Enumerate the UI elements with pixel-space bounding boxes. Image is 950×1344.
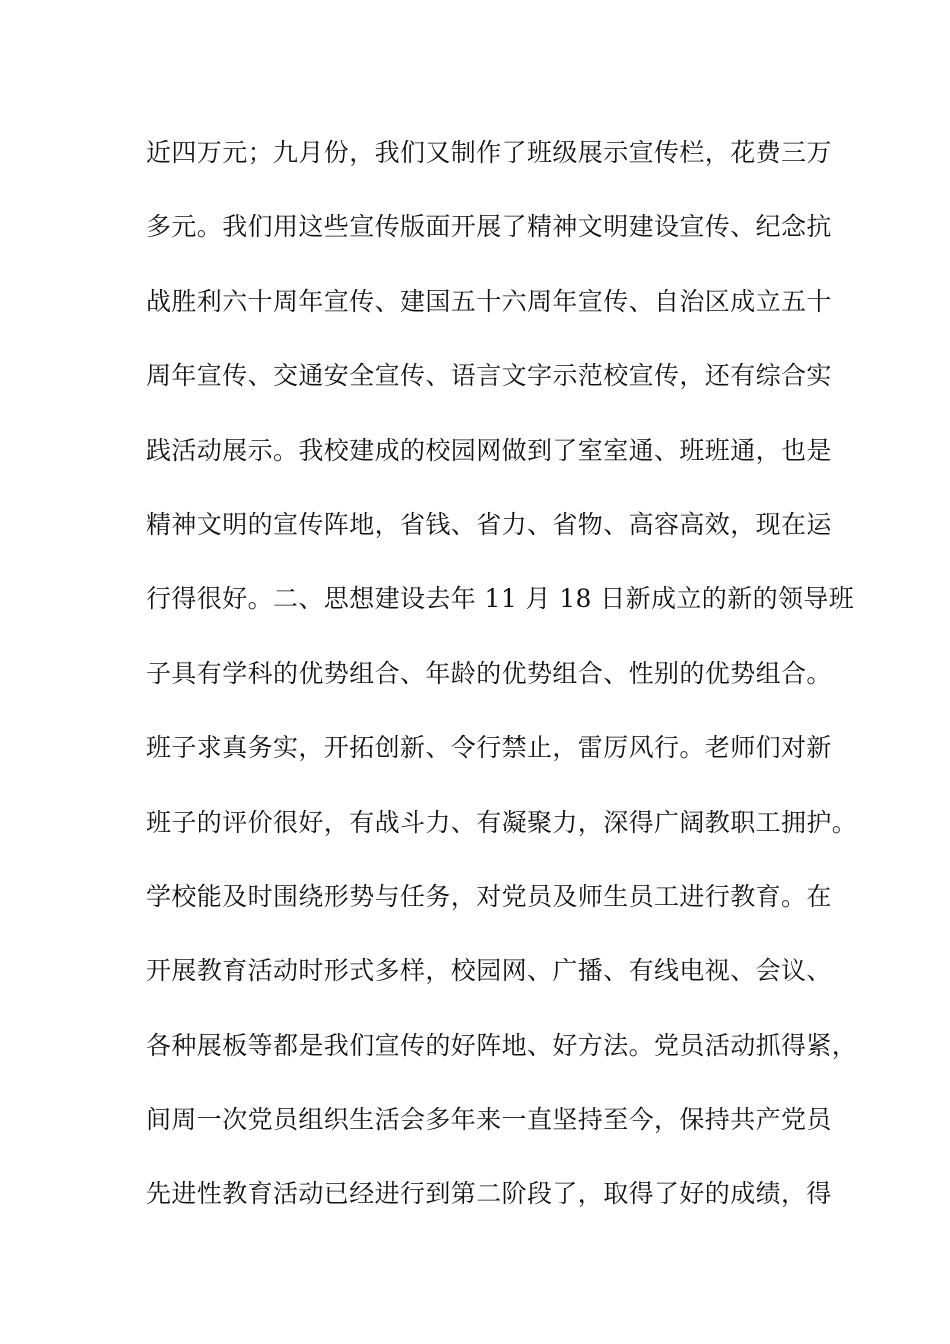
text-line: 学校能及时围绕形势与任务，对党员及师生员工进行教育。在 (146, 881, 832, 911)
text-line: 各种展板等都是我们宣传的好阵地、好方法。党员活动抓得紧， (146, 1030, 858, 1060)
text-line: 班子求真务实，开拓创新、令行禁止，雷厉风行。老师们对新 (146, 733, 832, 763)
text-line: 多元。我们用这些宣传版面开展了精神文明建设宣传、纪念抗 (146, 212, 832, 242)
document-body (146, 130, 858, 1246)
text-line: 先进性教育活动已经进行到第二阶段了，取得了好的成绩，得 (146, 1179, 832, 1209)
text-line: 间周一次党员组织生活会多年来一直坚持至今，保持共产党员 (146, 1105, 832, 1135)
text-line: 精神文明的宣传阵地，省钱、省力、省物、高容高效，现在运 (146, 509, 832, 539)
text-line: 班子的评价很好，有战斗力、有凝聚力，深得广阔教职工拥护。 (146, 807, 858, 837)
text-line: 周年宣传、交通安全宣传、语言文字示范校宣传，还有综合实 (146, 361, 832, 391)
text-line: 践活动展示。我校建成的校园网做到了室室通、班班通，也是 (146, 435, 832, 465)
text-line: 行得很好。二、思想建设去年 11 月 18 日新成立的新的领导班 (146, 584, 855, 614)
text-line: 近四万元；九月份，我们又制作了班级展示宣传栏，花费三万 (146, 138, 832, 167)
text-line: 子具有学科的优势组合、年龄的优势组合、性别的优势组合。 (146, 658, 832, 688)
text-line: 开展教育活动时形式多样，校园网、广播、有线电视、会议、 (146, 956, 832, 986)
text-line: 战胜利六十周年宣传、建国五十六周年宣传、自治区成立五十 (146, 286, 832, 316)
